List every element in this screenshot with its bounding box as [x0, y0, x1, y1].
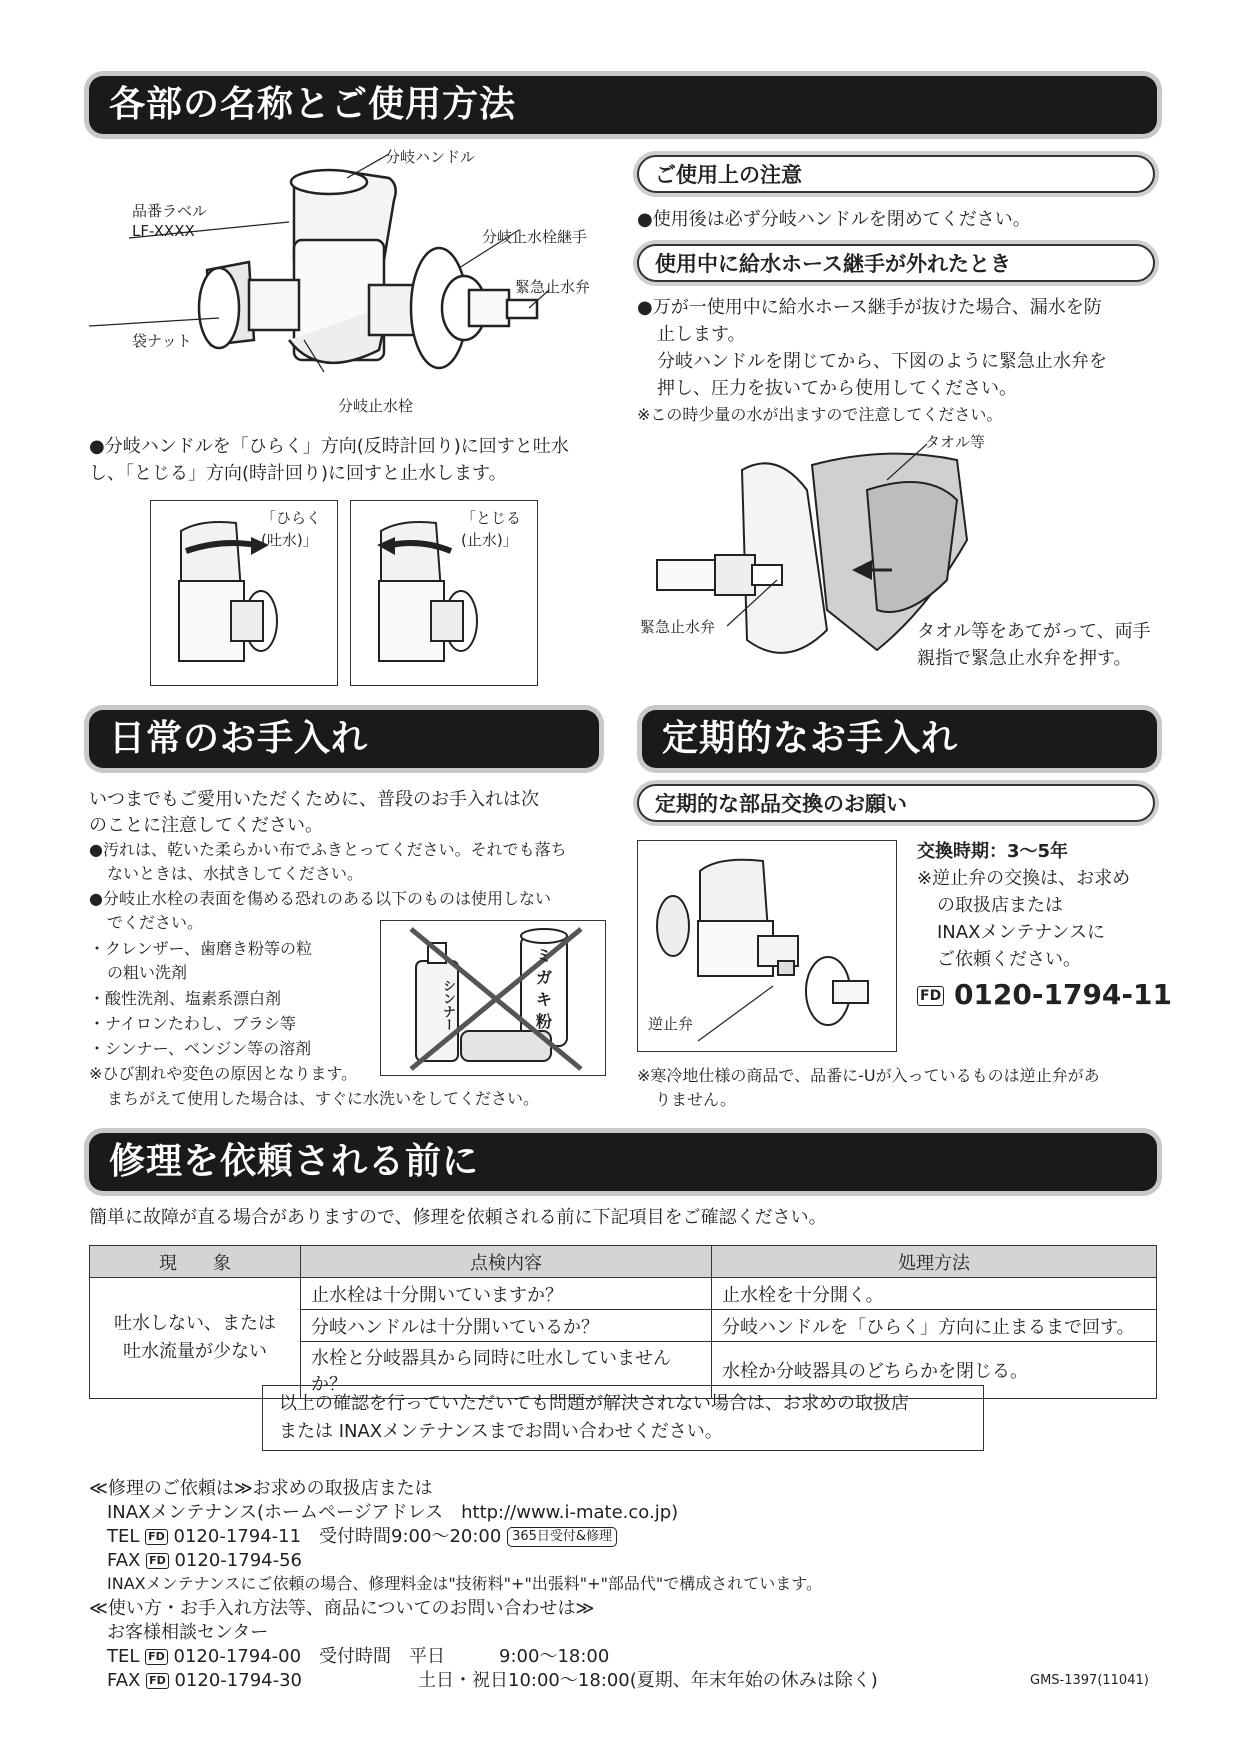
- free-dial-icon: FD: [917, 986, 944, 1006]
- tel-number-2: 0120-1794-00 受付時間 平日 9:00～18:00: [173, 1646, 610, 1667]
- free-dial-icon: FD: [145, 1649, 168, 1665]
- tel-number-1: 0120-1794-11 受付時間9:00～20:00: [173, 1526, 502, 1547]
- periodic-text-4: ご依頼ください。: [937, 949, 1081, 970]
- table-cell-check: 分岐ハンドルは十分開いているか？: [301, 1310, 712, 1342]
- table-header-symptom: 現 象: [90, 1246, 301, 1278]
- can-char-4: 粉: [535, 1012, 552, 1031]
- open-label-1: 「ひらく: [261, 509, 322, 527]
- table-cell-fix: 分岐ハンドルを「ひらく」方向に止まるまで回す。: [712, 1310, 1157, 1342]
- check-valve-label: 逆止弁: [648, 1015, 694, 1033]
- document-code: GMS-1397(11041): [1030, 1673, 1149, 1688]
- label-nut: 袋ナット: [132, 332, 192, 350]
- section-title-usage: 各部の名称とご使用方法: [89, 76, 1157, 134]
- periodic-text-1: ※逆止弁の交換は、お求め: [917, 868, 1131, 889]
- label-part-number: 品番ラベル: [132, 202, 208, 220]
- can-char-1: ミ: [535, 946, 552, 965]
- periodic-note-1: ※寒冷地仕様の商品で、品番に-Uが入っているものは逆止弁があ: [637, 1066, 1100, 1085]
- notice-line-1: 以上の確認を行っていただいても問題が解決されない場合は、お求めの取扱店: [279, 1393, 909, 1414]
- free-dial-icon: FD: [146, 1673, 169, 1689]
- prohibited-items-figure: [380, 920, 606, 1076]
- free-dial-number[interactable]: [917, 978, 1172, 1011]
- caution-header: ご使用上の注意: [637, 155, 1155, 193]
- daily-text-8: の粗い洗剤: [107, 963, 188, 982]
- contact-fax-2[interactable]: [107, 1667, 302, 1694]
- replacement-cycle: 交換時期：3～5年: [917, 841, 1069, 862]
- table-header-fix: 処理方法: [712, 1246, 1157, 1278]
- daily-text-11: ・シンナー、ベンジン等の溶剤: [89, 1039, 312, 1058]
- thinner-label: シンナー: [440, 979, 455, 1031]
- daily-text-5: ●分岐止水栓の表面を傷める恐れのある以下のものは使用しない: [89, 889, 551, 908]
- table-cell-fix: 止水栓を十分開く。: [712, 1278, 1157, 1310]
- table-row: [90, 1278, 1157, 1310]
- table-cell-symptom: [90, 1278, 301, 1399]
- hose-text-4: 押し、圧力を抜いてから使用してください。: [657, 378, 1017, 399]
- contact-tel-2[interactable]: [107, 1643, 609, 1670]
- hose-note: ※この時少量の水が出ますので注意してください。: [637, 405, 1003, 424]
- daily-text-13: まちがえて使用した場合は、すぐに水洗いをしてください。: [107, 1089, 540, 1108]
- label-emergency-valve: 緊急止水弁: [515, 278, 591, 296]
- tel-label-2: TEL: [107, 1646, 140, 1667]
- periodic-text-2: の取扱店または: [937, 895, 1063, 916]
- open-label-2: (吐水)」: [261, 531, 318, 549]
- contact-line-6: ≪使い方・お手入れ方法等、商品についてのお問い合わせは≫: [89, 1598, 595, 1619]
- can-char-3: キ: [535, 990, 552, 1009]
- daily-text-3: ●汚れは、乾いた柔らかい布でふきとってください。それでも落ち: [89, 840, 567, 859]
- free-dial-icon: FD: [146, 1553, 169, 1569]
- daily-text-9: ・酸性洗剤、塩素系漂白剤: [89, 989, 282, 1008]
- contact-line-2: INAXメンテナンス(ホームページアドレス http://www.i-mate.co.jp): [107, 1502, 679, 1523]
- troubleshooting-table: [89, 1245, 1157, 1399]
- fax-label-2: FAX: [107, 1670, 141, 1691]
- figure-open: [150, 500, 338, 686]
- free-dial-icon: FD: [145, 1529, 168, 1545]
- towel-label: タオル等: [925, 433, 986, 451]
- table-cell-fix: 水栓か分岐器具のどちらかを閉じる。: [712, 1342, 1157, 1399]
- periodic-text-3: INAXメンテナンスに: [937, 922, 1105, 943]
- daily-text-10: ・ナイロンたわし、ブラシ等: [89, 1014, 296, 1033]
- contact-line-5: INAXメンテナンスにご依頼の場合、修理料金は"技術料"+"出張料"+"部品代"で構成されています。: [107, 1574, 823, 1593]
- label-part-code: LF-XXXX: [132, 222, 195, 240]
- daily-text-7: ・クレンザー、歯磨き粉等の粒: [89, 939, 312, 958]
- symptom-line-1: 吐水しない、または: [114, 1313, 276, 1334]
- fax-label: FAX: [107, 1550, 141, 1571]
- periodic-note-2: りません。: [655, 1090, 736, 1109]
- symptom-line-2: 吐水流量が少ない: [123, 1341, 267, 1362]
- towel-valve-label: 緊急止水弁: [640, 618, 716, 636]
- tel-label: TEL: [107, 1526, 140, 1547]
- daily-text-4: ないときは、水拭きしてください。: [107, 864, 364, 883]
- powder-can-label: [531, 945, 557, 1033]
- can-char-2: ガ: [535, 968, 552, 987]
- free-dial-text: 0120-1794-11: [953, 978, 1173, 1011]
- daily-text-1: いつまでもご愛用いただくために、普段のお手入れは次: [89, 789, 539, 810]
- service-badge: 365日受付&修理: [507, 1527, 617, 1547]
- check-valve-figure: [637, 840, 897, 1052]
- fax-number-1: 0120-1794-56: [174, 1550, 302, 1571]
- usage-text-line1: ●分岐ハンドルを「ひらく」方向(反時計回り)に回すと吐水: [89, 436, 569, 457]
- fax-number-2: 0120-1794-30: [174, 1670, 302, 1691]
- repair-intro: 簡単に故障が直る場合がありますので、修理を依頼される前に下記項目をご確認ください。: [89, 1207, 827, 1228]
- daily-text-12: ※ひび割れや変色の原因となります。: [89, 1064, 358, 1083]
- contact-tel-1[interactable]: [107, 1523, 617, 1550]
- periodic-header: 定期的な部品交換のお願い: [637, 784, 1155, 822]
- table-header-row: [90, 1246, 1157, 1278]
- label-handle: 分岐ハンドル: [385, 148, 476, 166]
- label-stopcock: 分岐止水栓: [338, 397, 414, 415]
- contact-line-7: お客様相談センター: [107, 1622, 269, 1643]
- press-text-2: 親指で緊急止水弁を押す。: [917, 648, 1132, 669]
- table-cell-check: 止水栓は十分開いていますか？: [301, 1278, 712, 1310]
- hose-text-3: 分岐ハンドルを閉じてから、下図のように緊急止水弁を: [657, 351, 1107, 372]
- usage-text-line2: し、「とじる」方向(時計回り)に回すと止水します。: [89, 463, 507, 484]
- contact-notice-box: [262, 1385, 984, 1451]
- table-header-check: 点検内容: [301, 1246, 712, 1278]
- figure-close: [350, 500, 538, 686]
- daily-text-2: のことに注意してください。: [89, 815, 323, 836]
- contact-fax-1[interactable]: [107, 1547, 302, 1574]
- section-title-periodic: 定期的なお手入れ: [642, 710, 1157, 768]
- close-label-2: (止水)」: [461, 531, 518, 549]
- section-title-daily: 日常のお手入れ: [89, 710, 599, 768]
- label-joint: 分岐止水栓継手: [482, 228, 588, 246]
- section-title-repair: 修理を依頼される前に: [89, 1133, 1157, 1191]
- press-text-1: タオル等をあてがって、両手: [917, 621, 1151, 642]
- contact-line-1: ≪修理のご依頼は≫お求めの取扱店または: [89, 1478, 433, 1499]
- notice-line-2: または INAXメンテナンスまでお問い合わせください。: [279, 1421, 723, 1442]
- close-label-1: 「とじる: [461, 509, 522, 527]
- hose-text-2: 止します。: [657, 324, 746, 345]
- hose-text-1: ●万が一使用中に給水ホース継手が抜けた場合、漏水を防: [637, 297, 1102, 318]
- hose-header: 使用中に給水ホース継手が外れたとき: [637, 244, 1155, 282]
- table-cell-check: 水栓と分岐器具から同時に吐水していませんか？: [301, 1342, 712, 1399]
- daily-text-6: でください。: [107, 913, 204, 932]
- weekend-hours: 土日・祝日10:00～18:00(夏期、年末年始の休みは除く): [418, 1670, 878, 1691]
- caution-text: ●使用後は必ず分岐ハンドルを閉めてください。: [637, 209, 1031, 230]
